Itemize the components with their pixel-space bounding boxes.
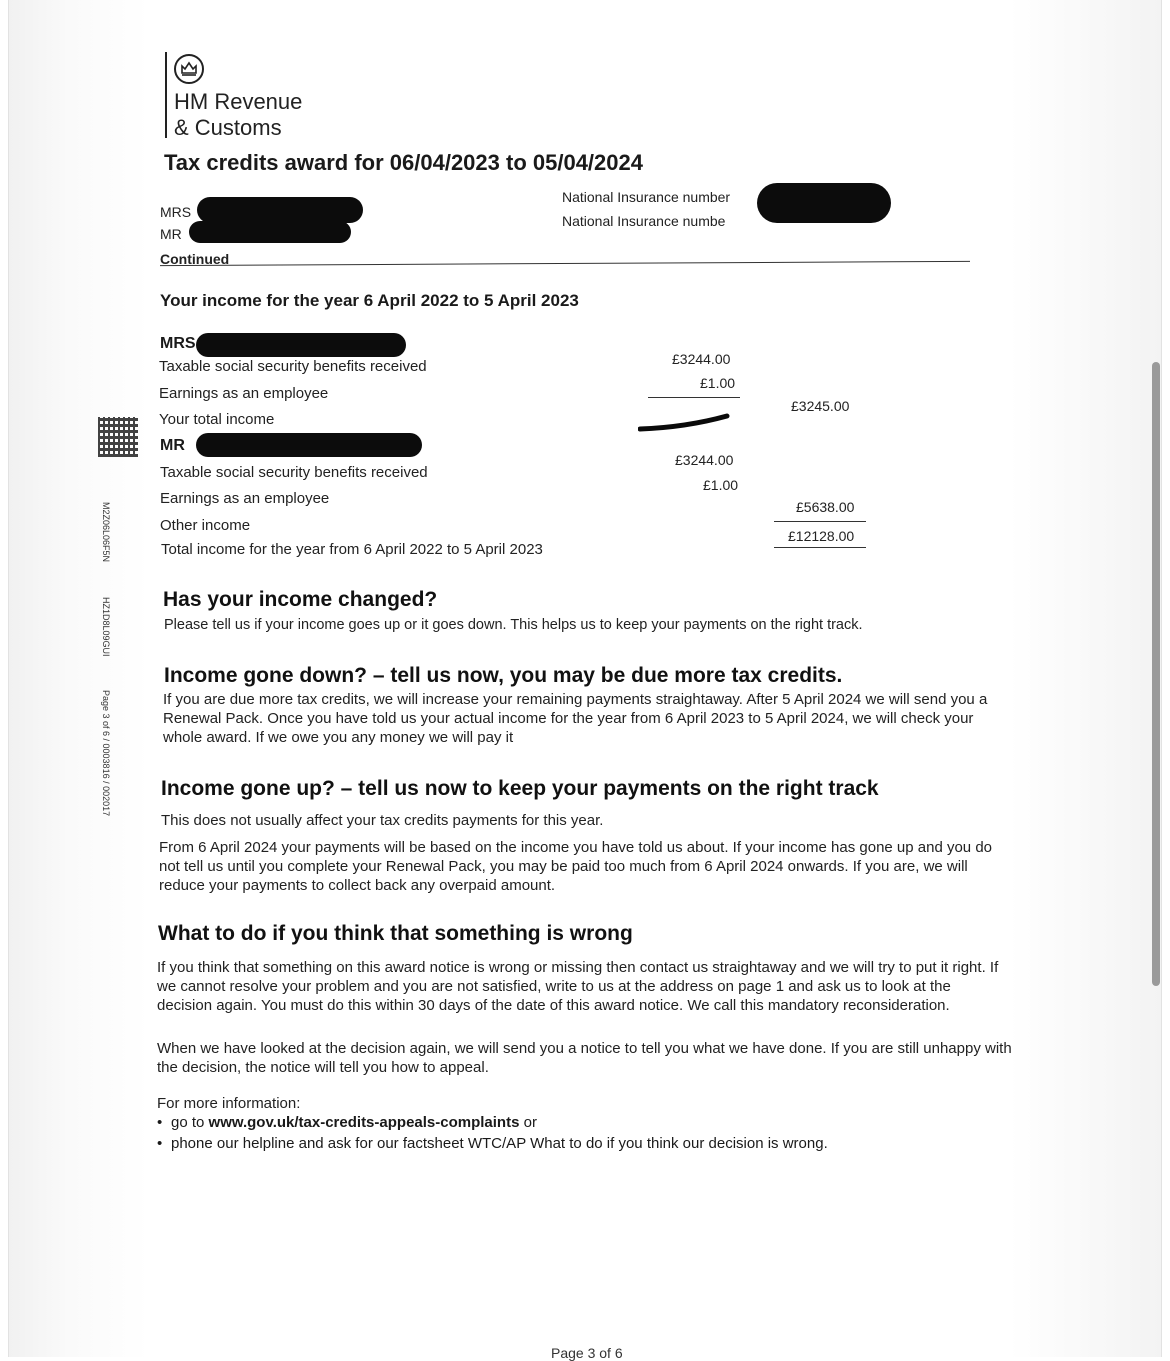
p1-total-amount: £3245.00 bbox=[791, 398, 850, 414]
p2-subtotal-rule bbox=[774, 521, 866, 522]
grand-total-label: Total income for the year from 6 April 2022 to 5 April 2023 bbox=[161, 541, 543, 558]
side-code-1: M2Z06L06F5N bbox=[101, 502, 111, 563]
ni-label-2: National Insurance numbe bbox=[562, 213, 726, 229]
p2-other-amount: £5638.00 bbox=[796, 499, 855, 515]
logo-line-1: HM Revenue bbox=[174, 89, 303, 114]
redaction-name-mr bbox=[189, 221, 351, 243]
bullet-website bbox=[157, 1112, 828, 1133]
bullet-website-prefix: go to bbox=[171, 1114, 209, 1131]
p2-earnings-label: Earnings as an employee bbox=[160, 490, 330, 507]
income-heading: Your income for the year 6 April 2022 to 5 April 2023 bbox=[160, 291, 579, 310]
grand-total-rule bbox=[774, 547, 866, 548]
crown-crest-icon bbox=[174, 54, 204, 84]
p2-benefits-amount: £3244.00 bbox=[675, 452, 734, 468]
redaction-person2 bbox=[196, 433, 422, 457]
up-text-1: This does not usually affect your tax credits payments for this year. bbox=[161, 812, 604, 829]
redaction-ni-numbers bbox=[757, 183, 891, 223]
changed-text: Please tell us if your income goes up or it goes down. This helps us to keep your payments on the right track. bbox=[164, 617, 863, 633]
down-heading: Income gone down? – tell us now, you may be due more tax credits. bbox=[164, 664, 843, 687]
appeals-link[interactable]: www.gov.uk/tax-credits-appeals-complaints bbox=[208, 1114, 520, 1131]
p1-earnings-label: Earnings as an employee bbox=[159, 385, 329, 402]
more-info-list bbox=[157, 1112, 828, 1154]
page-number: Page 3 of 6 bbox=[551, 1345, 623, 1361]
ni-label-1: National Insurance number bbox=[562, 189, 731, 205]
logo-divider bbox=[165, 52, 167, 138]
p2-other-label: Other income bbox=[160, 517, 251, 534]
person2-name: MR bbox=[160, 437, 185, 454]
wrong-text-2: When we have looked at the decision again, we will send you a notice to tell you what we have done. If you are still unhappy with the decision, the notice will tell you how to appeal. bbox=[157, 1040, 1012, 1076]
wrong-heading: What to do if you think that something is wrong bbox=[158, 922, 633, 945]
barcode-2d bbox=[98, 417, 138, 457]
changed-heading: Has your income changed? bbox=[163, 588, 438, 611]
name-mrs: MRS bbox=[160, 204, 192, 220]
up-heading: Income gone up? – tell us now to keep your payments on the right track bbox=[161, 777, 879, 800]
side-code-3: Page 3 of 6 / 0003816 / 002017 bbox=[101, 690, 111, 817]
p1-total-label: Your total income bbox=[159, 411, 275, 428]
more-info-label: For more information: bbox=[157, 1095, 301, 1112]
redaction-name-mrs bbox=[197, 197, 363, 223]
p1-earnings-amount: £1.00 bbox=[700, 375, 736, 391]
p1-benefits-amount: £3244.00 bbox=[672, 351, 731, 367]
up-text-2: From 6 April 2024 your payments will be based on the income you have told us about. If your income has gone up and you do not tell us until you complete your Renewal Pack, you may be paid too much from 6 April 2024 onwards. If you are, we will reduce your payments to collect back any overpaid amount. bbox=[159, 839, 993, 894]
logo-line-2: & Customs bbox=[174, 115, 282, 140]
scrollbar[interactable] bbox=[1152, 362, 1160, 986]
bullet-helpline: • phone our helpline and ask for our factsheet WTC/AP What to do if you think our decision is wrong. bbox=[157, 1133, 828, 1154]
down-text: If you are due more tax credits, we will increase your remaining payments straightaway. After 5 April 2024 we will send you a Renewal Pack. Once you have told us your actual income for the year from 6 April 2023 to 5 April 2024, we will check your whole award. If we owe you any money we will pay it bbox=[163, 691, 988, 746]
pen-mark bbox=[638, 412, 730, 432]
p1-benefits-label: Taxable social security benefits received bbox=[159, 358, 427, 375]
p1-subtotal-rule bbox=[648, 397, 740, 398]
redaction-person1 bbox=[196, 333, 406, 357]
wrong-text-1: If you think that something on this award notice is wrong or missing then contact us straightaway and we will try to put it right. If we cannot resolve your problem and you are not satisfied, write to us at the address on page 1 and ask us to look at the decision again. You must do this within 30 days of the date of this award notice. We call this mandatory reconsideration. bbox=[157, 959, 999, 1014]
name-mr: MR bbox=[160, 226, 182, 242]
continued-label: Continued bbox=[160, 251, 230, 267]
person1-name: MRS bbox=[160, 335, 196, 352]
side-code-2: HZ1D8L09GUI bbox=[101, 597, 111, 657]
grand-total-amount: £12128.00 bbox=[788, 528, 855, 544]
page-title: Tax credits award for 06/04/2023 to 05/04/2024 bbox=[164, 150, 643, 175]
p2-earnings-amount: £1.00 bbox=[703, 477, 739, 493]
p2-benefits-label: Taxable social security benefits received bbox=[160, 464, 428, 481]
bullet-website-suffix: or bbox=[519, 1114, 537, 1131]
